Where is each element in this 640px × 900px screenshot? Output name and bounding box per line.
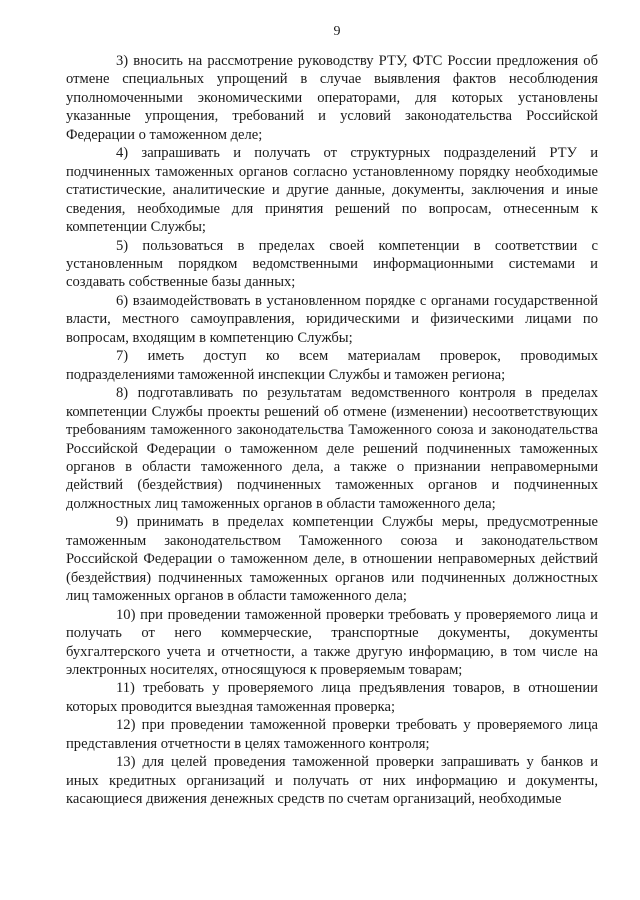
- paragraph-item-4: 4) запрашивать и получать от структурных подразделений РТУ и подчиненных таможенных органов согласно установленному порядку необходимые статистические, аналитические и другие данные, документы, заключения и иные сведения, необходимые для принятия решений по вопросам, отнесенным к компетенции Службы;: [66, 145, 598, 236]
- paragraph-item-13: 13) для целей проведения таможенной проверки запрашивать у банков и иных кредитных организаций и получать от них информацию и документы, касающиеся движения денежных средств по счетам организаций, необходимые: [66, 754, 598, 808]
- paragraph-item-12: 12) при проведении таможенной проверки требовать у проверяемого лица представления отчетности в целях таможенного контроля;: [66, 717, 598, 752]
- paragraph-item-10: 10) при проведении таможенной проверки требовать у проверяемого лица и получать от него коммерческие, транспортные документы, документы бухгалтерского учета и отчетности, а также другую информацию, в том числе на электронных носителях, относящуюся к проверяемым товарам;: [66, 606, 598, 678]
- paragraph-item-11: 11) требовать у проверяемого лица предъявления товаров, в отношении которых проводится выездная таможенная проверка;: [66, 680, 598, 715]
- paragraph-item-6: 6) взаимодействовать в установленном порядке с органами государственной власти, местного самоуправления, юридическими и физическими лицами по вопросам, входящим в компетенцию Службы;: [66, 292, 598, 346]
- paragraph-item-9: 9) принимать в пределах компетенции Службы меры, предусмотренные таможенным законодательством Таможенного союза и законодательством Российской Федерации о таможенном деле, в отношении неправомерных действий (бездействия) подчиненных таможенных органов или подчиненных должностных лиц таможенных органов в области таможенного дела;: [66, 514, 598, 605]
- paragraph-item-7: 7) иметь доступ ко всем материалам проверок, проводимых подразделениями таможенной инспекции Службы и таможен региона;: [66, 348, 598, 383]
- page-number: 9: [333, 24, 341, 39]
- paragraph-item-3: 3) вносить на рассмотрение руководству РТУ, ФТС России предложения об отмене специальных упрощений в случае выявления фактов несоблюдения уполномоченными экономическими операторами, для которых установлены указанные упрощения, требований и условий законодательства Российской Федерации о таможенном деле;: [66, 53, 598, 143]
- paragraph-item-5: 5) пользоваться в пределах своей компетенции в соответствии с установленным порядком ведомственными информационными системами и создавать собственные базы данных;: [66, 237, 598, 291]
- paragraph-item-8: 8) подготавливать по результатам ведомственного контроля в пределах компетенции Службы проекты решений об отмене (изменении) несоответствующих требованиям таможенного законодательства Таможенного союза и законодательства Российской Федерации о таможенном деле решений подчиненных таможенных органов в области таможенного дела, а также о признании неправомерными действий (бездействия) подчиненных таможенных органов и подчиненных должностных лиц таможенных органов в области таможенного дела;: [66, 385, 598, 512]
- body-text: [66, 52, 598, 809]
